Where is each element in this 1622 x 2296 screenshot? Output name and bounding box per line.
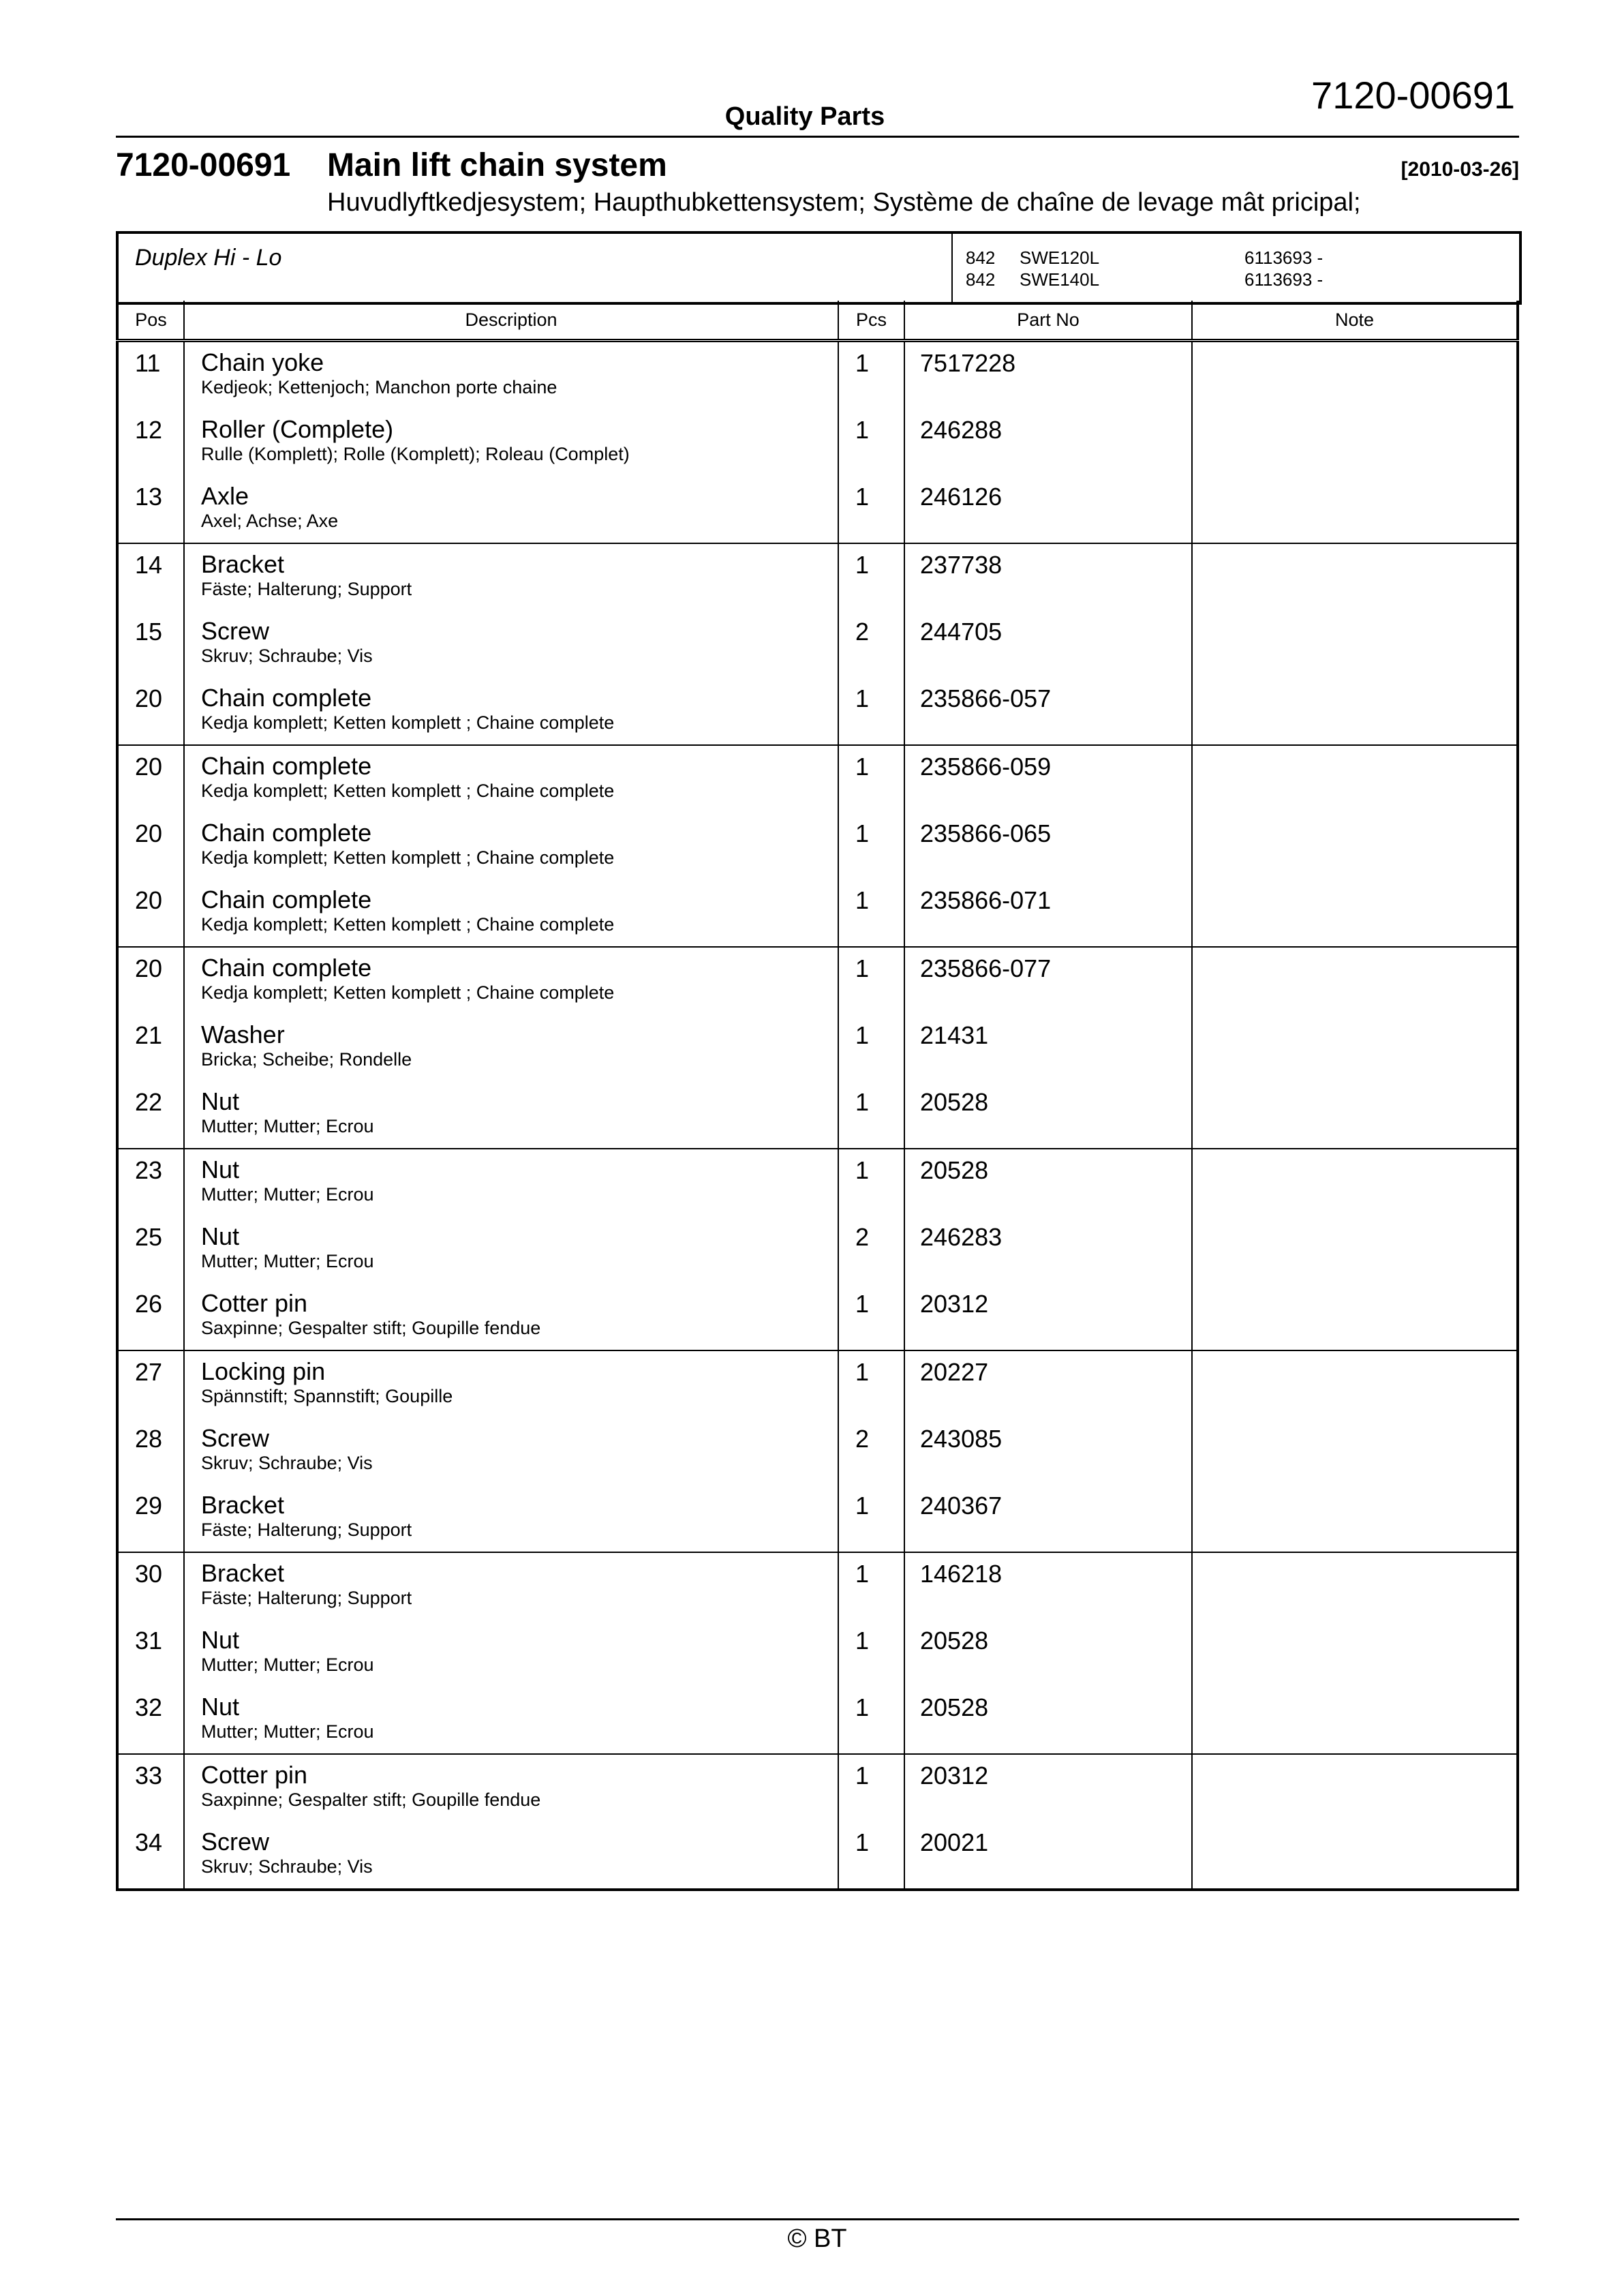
cell-description [184, 1350, 838, 1418]
cell-note [1192, 1485, 1518, 1552]
cell-description [184, 1283, 838, 1350]
cell-note [1192, 1149, 1518, 1216]
cell-note [1192, 1014, 1518, 1081]
cell-description [184, 879, 838, 947]
cell-pos: 21 [135, 1021, 163, 1049]
cell-part-no: 235866-071 [904, 879, 1192, 947]
table-row [117, 543, 1518, 611]
cell-part-no: 20312 [904, 1283, 1192, 1350]
part-translations: Kedja komplett; Ketten komplett ; Chaine complete [201, 781, 615, 801]
cell-pcs: 1 [838, 1081, 904, 1149]
column-header-note: Note [1192, 301, 1518, 341]
table-body [117, 341, 1518, 1890]
cell-note [1192, 1754, 1518, 1822]
table-row [117, 879, 1518, 947]
cell-pcs: 1 [838, 476, 904, 543]
cell-pcs: 1 [838, 1149, 904, 1216]
parts-table [116, 301, 1519, 1891]
table-row [117, 1216, 1518, 1283]
cell-pcs: 2 [838, 611, 904, 678]
part-name: Nut [201, 1626, 240, 1654]
part-translations: Rulle (Komplett); Rolle (Komplett); Roleau (Complet) [201, 444, 630, 464]
cell-note [1192, 1216, 1518, 1283]
cell-pos: 13 [117, 476, 184, 543]
cell-part-no: 20021 [904, 1822, 1192, 1890]
cell-part-no: 7517228 [904, 341, 1192, 410]
table-row [117, 947, 1518, 1014]
part-name: Cotter pin [201, 1761, 308, 1789]
cell-pos: 15 [135, 618, 163, 646]
cell-part-no: 235866-077 [904, 947, 1192, 1014]
cell-note [1192, 409, 1518, 476]
cell-pos: 29 [117, 1485, 184, 1552]
part-translations: Skruv; Schraube; Vis [201, 646, 373, 666]
cell-pcs: 1 [838, 1350, 904, 1418]
table-row [117, 1350, 1518, 1418]
cell-part-no: 246288 [904, 409, 1192, 476]
part-translations: Axel; Achse; Axe [201, 511, 339, 531]
cell-description [184, 1485, 838, 1552]
part-name: Chain complete [201, 752, 372, 780]
page-title: Main lift chain system [327, 147, 667, 183]
part-translations: Saxpinne; Gespalter stift; Goupille fendue [201, 1789, 541, 1810]
part-translations: Spännstift; Spannstift; Goupille [201, 1386, 453, 1406]
cell-pos: 23 [135, 1156, 163, 1184]
cell-pcs: 1 [838, 678, 904, 745]
cell-pcs: 1 [838, 745, 904, 813]
part-translations: Mutter; Mutter; Ecrou [201, 1655, 374, 1675]
cell-pos: 20 [135, 753, 163, 781]
model-name: Duplex Hi - Lo [135, 245, 282, 271]
table-row [117, 745, 1518, 813]
part-name: Chain complete [201, 819, 372, 847]
part-name: Axle [201, 482, 249, 510]
cell-note [1192, 678, 1518, 745]
table-row [117, 678, 1518, 745]
cell-description [184, 1754, 838, 1822]
cell-pos: 20 [117, 879, 184, 947]
cell-pcs: 1 [838, 1014, 904, 1081]
cell-part-no: 21431 [904, 1014, 1192, 1081]
part-translations: Bricka; Scheibe; Rondelle [201, 1049, 412, 1070]
cell-pcs: 1 [838, 341, 904, 410]
cell-note [1192, 1418, 1518, 1485]
part-name: Chain complete [201, 954, 372, 982]
cell-part-no: 20528 [904, 1149, 1192, 1216]
cell-part-no: 246283 [904, 1216, 1192, 1283]
cell-description [184, 678, 838, 745]
cell-part-no: 246126 [904, 476, 1192, 543]
cell-note [1192, 1552, 1518, 1620]
model-line-serial: 6113693 - [1244, 269, 1323, 290]
cell-pos: 33 [135, 1762, 163, 1789]
cell-description [184, 1081, 838, 1149]
cell-description [184, 947, 838, 1014]
table-row [117, 1485, 1518, 1552]
cell-pos: 25 [135, 1223, 163, 1251]
cell-pcs: 1 [838, 1754, 904, 1822]
cell-pcs: 1 [838, 1822, 904, 1890]
column-header-part-no: Part No [904, 301, 1192, 341]
cell-description [184, 1216, 838, 1283]
header-rule [116, 136, 1519, 138]
table-row [117, 1620, 1518, 1687]
cell-pos: 31 [135, 1627, 163, 1655]
part-name: Cotter pin [201, 1289, 308, 1317]
table-row [117, 1552, 1518, 1620]
part-name: Screw [201, 1828, 270, 1856]
cell-part-no: 20528 [904, 1620, 1192, 1687]
footer-rule [116, 2218, 1519, 2220]
table-row [117, 1754, 1518, 1822]
model-line-model: SWE140L [1020, 269, 1100, 290]
model-line-code: 842 [966, 269, 996, 290]
cell-note [1192, 341, 1518, 410]
column-header-description: Description [184, 301, 838, 341]
cell-note [1192, 1350, 1518, 1418]
model-line-serial: 6113693 - [1244, 247, 1323, 268]
cell-part-no: 235866-065 [904, 813, 1192, 879]
part-name: Bracket [201, 1491, 285, 1519]
part-name: Chain complete [201, 886, 372, 913]
cell-note [1192, 543, 1518, 611]
part-name: Nut [201, 1693, 240, 1721]
cell-pos: 30 [135, 1560, 163, 1588]
part-translations: Kedja komplett; Ketten komplett ; Chaine complete [201, 712, 615, 733]
cell-part-no: 20312 [904, 1754, 1192, 1822]
cell-pos: 20 [117, 678, 184, 745]
cell-description [184, 1149, 838, 1216]
table-row [117, 1014, 1518, 1081]
part-translations: Kedja komplett; Ketten komplett ; Chaine complete [201, 982, 615, 1003]
cell-part-no: 237738 [904, 543, 1192, 611]
table-row [117, 611, 1518, 678]
part-name: Nut [201, 1155, 240, 1183]
cell-note [1192, 1081, 1518, 1149]
part-name: Locking pin [201, 1357, 326, 1385]
table-header-row [117, 301, 1518, 341]
part-name: Screw [201, 617, 270, 645]
cell-description [184, 1822, 838, 1890]
cell-pcs: 2 [838, 1216, 904, 1283]
cell-description [184, 1552, 838, 1620]
cell-note [1192, 1620, 1518, 1687]
cell-description [184, 341, 838, 410]
cell-pos: 12 [135, 416, 163, 444]
table-row [117, 1283, 1518, 1350]
cell-pcs: 1 [838, 1687, 904, 1754]
cell-note [1192, 1822, 1518, 1890]
cell-pcs: 1 [838, 543, 904, 611]
part-translations: Skruv; Schraube; Vis [201, 1453, 373, 1473]
cell-pos: 22 [117, 1081, 184, 1149]
cell-note [1192, 947, 1518, 1014]
part-translations: Fäste; Halterung; Support [201, 1520, 412, 1540]
table-row [117, 1081, 1518, 1149]
part-name: Chain yoke [201, 348, 324, 376]
model-divider [951, 234, 953, 302]
cell-pcs: 1 [838, 1485, 904, 1552]
part-name: Washer [201, 1021, 285, 1048]
table-row [117, 813, 1518, 879]
cell-note [1192, 1283, 1518, 1350]
cell-part-no: 20227 [904, 1350, 1192, 1418]
part-name: Bracket [201, 1559, 285, 1587]
part-translations: Fäste; Halterung; Support [201, 579, 412, 599]
cell-description [184, 611, 838, 678]
table-row [117, 1822, 1518, 1890]
part-translations: Mutter; Mutter; Ecrou [201, 1116, 374, 1136]
cell-part-no: 244705 [904, 611, 1192, 678]
cell-note [1192, 745, 1518, 813]
model-box [116, 231, 1522, 305]
column-header-pos: Pos [117, 301, 184, 341]
part-translations: Mutter; Mutter; Ecrou [201, 1721, 374, 1742]
part-name: Nut [201, 1222, 240, 1250]
cell-description [184, 1014, 838, 1081]
cell-pcs: 1 [838, 1283, 904, 1350]
cell-pos: 34 [117, 1822, 184, 1890]
cell-note [1192, 611, 1518, 678]
cell-description [184, 1687, 838, 1754]
cell-part-no: 240367 [904, 1485, 1192, 1552]
part-translations: Mutter; Mutter; Ecrou [201, 1184, 374, 1205]
cell-pos: 32 [117, 1687, 184, 1754]
cell-pcs: 1 [838, 409, 904, 476]
cell-note [1192, 1687, 1518, 1754]
table-row [117, 1687, 1518, 1754]
footer-copyright: © BT [787, 2224, 847, 2253]
table-row [117, 476, 1518, 543]
part-name: Chain complete [201, 684, 372, 712]
cell-pos: 20 [135, 954, 163, 982]
cell-pcs: 2 [838, 1418, 904, 1485]
cell-pcs: 1 [838, 879, 904, 947]
header-brand: Quality Parts [724, 102, 885, 131]
cell-description [184, 476, 838, 543]
cell-part-no: 146218 [904, 1552, 1192, 1620]
cell-pos: 20 [135, 819, 163, 847]
cell-pos: 11 [135, 349, 161, 377]
cell-note [1192, 476, 1518, 543]
cell-pcs: 1 [838, 1552, 904, 1620]
cell-description [184, 1620, 838, 1687]
cell-description [184, 409, 838, 476]
part-name: Bracket [201, 550, 285, 578]
cell-description [184, 813, 838, 879]
part-name: Roller (Complete) [201, 415, 394, 443]
part-translations: Kedja komplett; Ketten komplett ; Chaine complete [201, 847, 615, 868]
model-line-model: SWE120L [1020, 247, 1100, 268]
cell-part-no: 20528 [904, 1687, 1192, 1754]
cell-pos: 14 [135, 551, 163, 579]
part-translations: Kedja komplett; Ketten komplett ; Chaine complete [201, 914, 615, 935]
cell-description [184, 745, 838, 813]
cell-part-no: 243085 [904, 1418, 1192, 1485]
table-row [117, 409, 1518, 476]
cell-note [1192, 813, 1518, 879]
title-code: 7120-00691 [116, 147, 291, 183]
part-translations: Mutter; Mutter; Ecrou [201, 1251, 374, 1271]
part-translations: Fäste; Halterung; Support [201, 1588, 412, 1608]
column-header-pcs: Pcs [838, 301, 904, 341]
cell-pos: 26 [117, 1283, 184, 1350]
cell-pcs: 1 [838, 813, 904, 879]
part-name: Screw [201, 1424, 270, 1452]
cell-pos: 27 [135, 1358, 163, 1386]
table-row [117, 1149, 1518, 1216]
cell-pcs: 1 [838, 947, 904, 1014]
title-date: [2010-03-26] [1401, 158, 1519, 181]
cell-pos: 28 [135, 1425, 163, 1453]
cell-part-no: 20528 [904, 1081, 1192, 1149]
table-row [117, 1418, 1518, 1485]
cell-part-no: 235866-057 [904, 678, 1192, 745]
table-row [117, 341, 1518, 410]
part-translations: Skruv; Schraube; Vis [201, 1856, 373, 1877]
cell-pcs: 1 [838, 1620, 904, 1687]
part-translations: Kedjeok; Kettenjoch; Manchon porte chaine [201, 377, 557, 397]
part-name: Nut [201, 1087, 240, 1115]
title-translations: Huvudlyftkedjesystem; Haupthubkettensystem; Système de chaîne de levage mât pricipal; [327, 188, 1361, 217]
cell-part-no: 235866-059 [904, 745, 1192, 813]
cell-description [184, 1418, 838, 1485]
part-translations: Saxpinne; Gespalter stift; Goupille fendue [201, 1318, 541, 1338]
model-line-code: 842 [966, 247, 996, 268]
header-doc-number: 7120-00691 [1311, 74, 1515, 117]
cell-description [184, 543, 838, 611]
cell-note [1192, 879, 1518, 947]
